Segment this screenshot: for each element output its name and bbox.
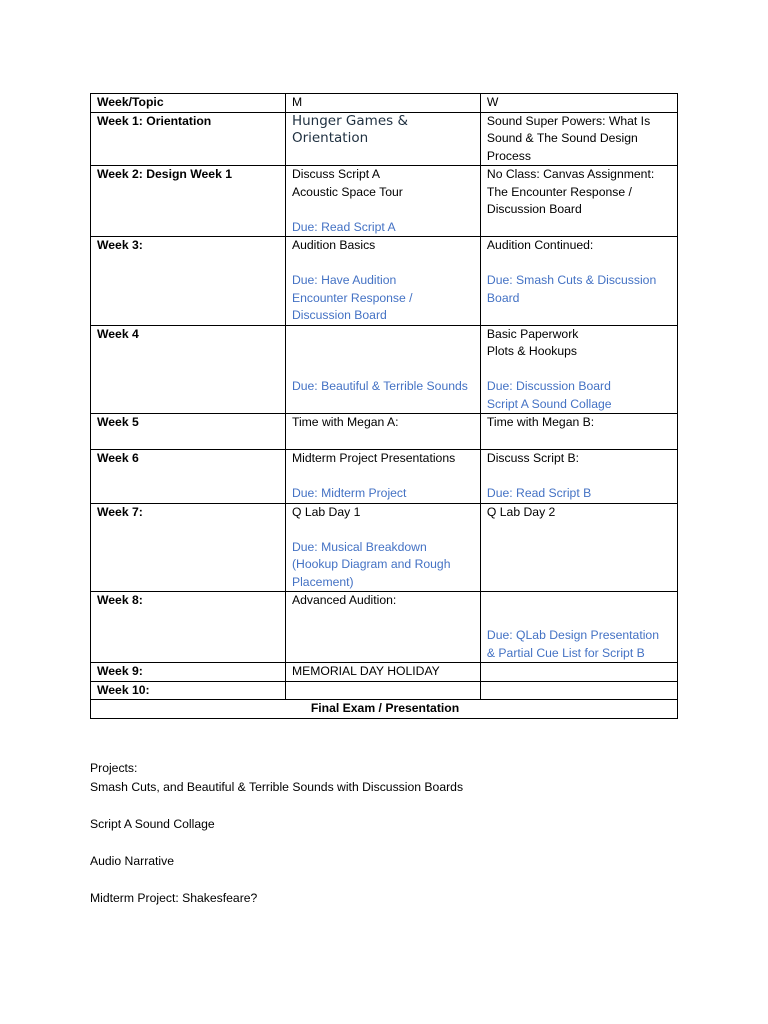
wednesday-cell <box>480 166 677 237</box>
table-row <box>91 681 678 700</box>
cell-line: Discuss Script A <box>291 167 380 181</box>
cell-line <box>292 682 476 700</box>
project-item: Midterm Project: Shakesfeare? <box>90 890 258 905</box>
cell-line <box>487 663 673 681</box>
due-line: Board <box>486 290 520 305</box>
cell-line <box>292 521 476 539</box>
monday-cell <box>285 325 480 414</box>
week-cell: Week 6 <box>91 450 286 504</box>
cell-line <box>487 432 673 450</box>
due-line: (Hookup Diagram and Rough <box>291 557 451 571</box>
due-line: Due: Beautiful & Terrible Sounds <box>291 379 468 393</box>
wednesday-cell <box>480 663 677 682</box>
wednesday-cell <box>480 112 677 166</box>
monday-cell <box>285 663 480 682</box>
table-row <box>91 663 678 682</box>
cell-line: MEMORIAL DAY HOLIDAY <box>291 664 440 678</box>
cell-line: Process <box>486 148 531 163</box>
wednesday-cell <box>480 450 677 504</box>
table-row <box>91 503 678 592</box>
monday-cell <box>285 112 480 166</box>
cell-line: Q Lab Day 2 <box>486 504 556 519</box>
cell-line <box>487 682 673 700</box>
week-cell: Week 8: <box>91 592 286 663</box>
cell-line: Discuss Script B: <box>486 451 580 465</box>
due-line: Due: Read Script B <box>486 486 592 500</box>
cell-line <box>292 432 476 450</box>
header-monday: M <box>285 94 480 113</box>
cell-line: Discussion Board <box>486 202 582 216</box>
cell-line: Hunger Games & <box>291 112 408 129</box>
wednesday-cell <box>480 237 677 326</box>
wednesday-cell <box>480 503 677 592</box>
cell-line: Basic Paperwork <box>486 326 579 341</box>
monday-cell <box>285 681 480 700</box>
cell-line <box>487 361 673 379</box>
due-line: Due: QLab Design Presentation <box>486 628 659 642</box>
due-line: Encounter Response / <box>291 290 413 305</box>
cell-line: Midterm Project Presentations <box>291 451 456 465</box>
cell-line: The Encounter Response / <box>486 184 632 199</box>
wednesday-cell <box>480 592 677 663</box>
monday-cell <box>285 414 480 450</box>
monday-cell <box>285 450 480 504</box>
cell-line <box>487 255 673 273</box>
cell-line <box>292 255 476 273</box>
cell-line: Plots & Hookups <box>486 344 578 358</box>
due-line: Script A Sound Collage <box>486 396 612 411</box>
table-row <box>91 237 678 326</box>
header-wednesday: W <box>480 94 677 113</box>
due-line: Due: Have Audition <box>291 273 397 287</box>
due-line: Due: Read Script A <box>291 219 396 234</box>
cell-line: Q Lab Day 1 <box>291 504 361 519</box>
projects-notes <box>90 759 690 907</box>
table-row <box>91 592 678 663</box>
cell-line: Time with Megan A: <box>291 415 399 429</box>
table-row <box>91 325 678 414</box>
week-cell: Week 7: <box>91 503 286 592</box>
projects-heading: Projects: <box>90 761 138 775</box>
cell-line <box>292 468 476 486</box>
cell-line: No Class: Canvas Assignment: <box>486 167 655 181</box>
cell-line: Sound & The Sound Design <box>486 131 638 145</box>
project-item: Script A Sound Collage <box>90 816 215 831</box>
table-row <box>91 414 678 450</box>
cell-line: Audition Basics <box>291 238 376 252</box>
project-item <box>90 796 690 815</box>
project-item <box>90 833 690 852</box>
week-cell: Week 10: <box>91 681 286 700</box>
due-line: Due: Discussion Board <box>486 379 611 393</box>
due-line: & Partial Cue List for Script B <box>486 645 645 660</box>
cell-line: Time with Megan B: <box>486 415 595 429</box>
project-item <box>90 870 690 889</box>
week-cell: Week 1: Orientation <box>91 112 286 166</box>
final-exam-cell: Final Exam / Presentation <box>91 700 678 719</box>
week-cell: Week 2: Design Week 1 <box>91 166 286 237</box>
cell-line <box>292 201 476 219</box>
cell-line <box>292 326 476 344</box>
wednesday-cell <box>480 681 677 700</box>
due-line: Placement) <box>291 574 354 589</box>
cell-line <box>487 592 673 610</box>
due-line: Due: Musical Breakdown <box>291 539 427 554</box>
table-row <box>91 166 678 237</box>
header-week-topic: Week/Topic <box>91 94 286 113</box>
project-item: Audio Narrative <box>90 853 174 868</box>
project-item: Smash Cuts, and Beautiful & Terrible Sounds with Discussion Boards <box>90 779 464 794</box>
cell-line <box>487 468 673 486</box>
cell-line: Sound Super Powers: What Is <box>486 113 651 128</box>
cell-line <box>292 361 476 379</box>
due-line: Due: Smash Cuts & Discussion <box>486 273 657 287</box>
monday-cell <box>285 237 480 326</box>
monday-cell <box>285 166 480 237</box>
final-exam-row <box>91 700 678 719</box>
week-cell: Week 9: <box>91 663 286 682</box>
wednesday-cell <box>480 414 677 450</box>
cell-line: Orientation <box>291 130 369 146</box>
week-cell: Week 4 <box>91 325 286 414</box>
schedule-body <box>91 112 678 700</box>
cell-line: Audition Continued: <box>486 238 594 252</box>
table-row <box>91 112 678 166</box>
schedule-header-row <box>91 94 678 113</box>
due-line: Discussion Board <box>291 308 387 322</box>
cell-line: Advanced Audition: <box>291 593 397 607</box>
wednesday-cell <box>480 325 677 414</box>
monday-cell <box>285 592 480 663</box>
due-line: Due: Midterm Project <box>291 486 407 500</box>
cell-line <box>292 343 476 361</box>
week-cell: Week 3: <box>91 237 286 326</box>
cell-line <box>487 610 673 628</box>
week-cell: Week 5 <box>91 414 286 450</box>
schedule-table <box>90 93 678 719</box>
monday-cell <box>285 503 480 592</box>
cell-line: Acoustic Space Tour <box>291 184 403 199</box>
table-row <box>91 450 678 504</box>
